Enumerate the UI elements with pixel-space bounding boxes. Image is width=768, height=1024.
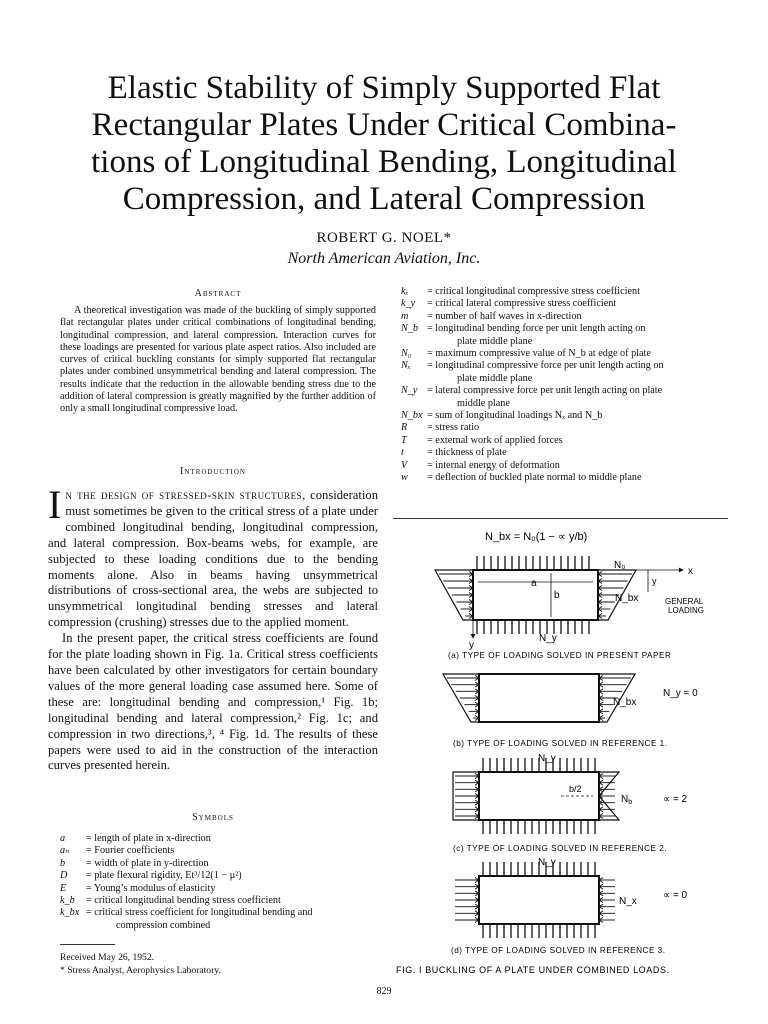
right-arrows-d (599, 878, 615, 923)
symbol-definition: = sum of longitudinal loadings Nₓ and N_b (427, 410, 603, 422)
label-alpha-2: ∝ = 2 (663, 794, 688, 805)
bottom-load-arrows-a (477, 620, 589, 634)
footnote-received: Received May 26, 1952. (60, 952, 155, 963)
symbol: N_bx (401, 410, 423, 422)
label-loading: LOADING (668, 606, 705, 615)
symbol-row (401, 348, 723, 360)
top-load-arrows-a (477, 556, 589, 570)
figure-caption: FIG. I BUCKLING OF A PLATE UNDER COMBINED LOADS. (396, 965, 670, 975)
symbol: N_b (401, 323, 418, 335)
bottom-load-arrows-c (483, 820, 595, 834)
symbol-row (401, 385, 723, 410)
symbol-definition: = width of plate in y-direction (86, 857, 209, 869)
introduction-heading: Introduction (180, 466, 246, 477)
label-b: b (554, 590, 560, 601)
caption-a: (a) TYPE OF LOADING SOLVED IN PRESENT PAPER (448, 651, 672, 660)
symbols-list-right (401, 286, 723, 485)
left-arrows-c (455, 774, 479, 819)
label-y: y (469, 640, 474, 651)
label-ny-zero: N_y = 0 (663, 688, 698, 699)
title-line: Compression, and Lateral Compression (122, 181, 646, 217)
label-nbx-a: N_bx (615, 593, 639, 604)
symbol-definition: = lateral compressive force per unit length acting on plate (427, 385, 663, 397)
panel-a (435, 556, 704, 660)
symbol: E (60, 882, 67, 894)
title-line: Rectangular Plates Under Critical Combina- (91, 107, 677, 143)
symbol-row (60, 907, 380, 932)
symbols-list-left (60, 833, 380, 932)
footnotes (60, 951, 221, 977)
symbol: a (60, 833, 66, 844)
label-b-half: b/2 (569, 784, 582, 794)
caption-b: (b) TYPE OF LOADING SOLVED IN REFERENCE 1. (453, 739, 668, 748)
label-nbx-b: N_bx (613, 697, 637, 708)
top-load-arrows-d (483, 862, 595, 876)
symbol: T (401, 434, 407, 446)
left-arrows-a (439, 572, 473, 619)
symbol-row (401, 460, 723, 472)
symbol-definition: = number of half waves in x-direction (427, 310, 582, 322)
author-affiliation: North American Aviation, Inc. (287, 250, 481, 267)
intro-lead: n the design of stressed-skin structures, (65, 488, 306, 502)
symbol: k_b (60, 895, 75, 907)
symbol-definition-cont: plate middle plane (457, 372, 533, 384)
symbol-definition: = maximum compressive value of N_b at edge of plate (427, 348, 651, 360)
left-arrows-b (447, 676, 479, 721)
author-name: ROBERT G. NOEL* (316, 230, 452, 246)
intro-paragraph-1: consideration must sometimes be given to the critical stress of a plate under combined longitudinal bending, longitudinal compression, and lateral compression. Box-beams webs, for example, are subjected to these loading conditions due to the bending moments alone. Also in beams having unsymmetrical distributions of cross-sectional area, the webs are subjected to unsymmetrical longitudinal bending stresses and lateral compression (crushing) stresses due to the applied moment. (48, 488, 378, 630)
symbol: V (401, 459, 408, 471)
symbol: N₀ (401, 348, 412, 360)
symbol-definition: = critical stress coefficient for longitudinal bending and (86, 907, 313, 919)
symbol-definition: = Fourier coefficients (86, 845, 175, 857)
symbol: k_y (401, 298, 416, 310)
symbol-definition: = thickness of plate (427, 447, 507, 459)
footnote-author: * Stress Analyst, Aerophysics Laboratory. (60, 965, 221, 976)
symbol-definition: = Young’s modulus of elasticity (86, 882, 216, 894)
panel-c (453, 753, 688, 853)
symbol-definition: = stress ratio (427, 422, 480, 434)
introduction-text (48, 482, 378, 774)
label-y-small: y (652, 576, 657, 586)
symbol-definition: = longitudinal compressive force per unit length acting on (427, 360, 664, 372)
abstract-text: A theoretical investigation was made of the buckling of simply supported flat rectangular plates under critical combinations of longitudinal bending, longitudinal compression, and lateral compression. Interaction curves for these loadings are presented for various plate aspect ratios. Also included are curves of critical buckling constants for simply supported flat rectangular plates under combined unsymmetrical bending and lateral compression. The results indicate that the reduction in the allowable bending stress due to the addition of lateral compression is greatly magnified by the further addition of only a small longitudinal compressive load. (60, 305, 376, 415)
symbols-heading: Symbols (192, 812, 234, 823)
label-ny-a: N_y (539, 633, 557, 644)
symbol-definition: = length of plate in x-direction (86, 833, 211, 844)
figure-1 (393, 520, 738, 980)
symbol-row (401, 447, 723, 459)
label-general: GENERAL (665, 597, 704, 606)
label-ny-d: N_y (538, 857, 556, 868)
bottom-load-arrows-d (483, 924, 595, 938)
plate-b (479, 674, 599, 722)
symbol-row (60, 845, 380, 857)
symbol-definition: = external work of applied forces (427, 434, 563, 446)
symbol: m (401, 310, 409, 322)
label-a: a (531, 578, 537, 589)
symbol-row (60, 858, 380, 870)
symbol-row (401, 286, 723, 298)
symbol: aₙ (60, 845, 70, 857)
symbol-row (401, 472, 723, 484)
symbol-row (401, 422, 723, 434)
symbol-definition-cont: plate middle plane (457, 335, 533, 347)
drop-cap: I (48, 482, 62, 527)
symbol-row (401, 435, 723, 447)
page-number: 829 (376, 986, 392, 997)
label-nb-c: $N_b$ (621, 794, 633, 806)
symbol-row (401, 298, 723, 310)
symbol-row (60, 870, 380, 882)
footnote-rule (60, 944, 115, 945)
label-alpha-0: ∝ = 0 (663, 890, 688, 901)
label-ny-c: N_y (538, 753, 556, 764)
plate-d (479, 876, 599, 924)
symbol-row (60, 895, 380, 907)
figure-equation: N_bx = N₀(1 − ∝ y/b) (485, 531, 588, 543)
symbol-definition: = critical longitudinal bending stress coefficient (86, 895, 281, 907)
intro-paragraph-2: In the present paper, the critical stress coefficients are found for the plate loading shown in Fig. 1a. Critical stress coefficients have been calculated by other investigators for certain boundary values of the more general loading case assumed here. Some of these are: longitudinal bending and compression,¹ Fig. 1b; longitudinal bending and lateral compression,² Fig. 1c; and compression in two directions,³, ⁴ Fig. 1d. The results of these papers were used to aid in the construction of the interaction curves presented herein. (48, 631, 378, 773)
symbol-definition: = plate flexural rigidity, Et³/12(1 − μ²) (86, 870, 242, 882)
symbol-row (401, 311, 723, 323)
symbol: b (60, 857, 66, 869)
symbol-definition: = critical longitudinal compressive stress coefficient (427, 286, 640, 297)
abstract-heading: Abstract (194, 288, 242, 299)
symbol-definition-cont: compression combined (116, 919, 211, 931)
symbol: kₓ (401, 286, 409, 297)
panel-b (443, 674, 698, 748)
symbol: N_y (401, 385, 418, 397)
symbol: w (401, 472, 408, 484)
symbol: k_bx (60, 907, 80, 919)
symbol-row (401, 360, 723, 385)
figure-rule (393, 518, 728, 519)
symbol-row (60, 833, 380, 845)
left-arrows-d (455, 878, 479, 923)
symbol-definition: = deflection of buckled plate normal to middle plane (427, 472, 642, 484)
symbol-row (401, 323, 723, 348)
label-x: x (688, 566, 693, 577)
symbol: Nₓ (401, 360, 411, 372)
symbol-definition: = internal energy of deformation (427, 459, 560, 471)
symbol-definition: = critical lateral compressive stress coefficient (427, 298, 617, 310)
symbol-row (401, 410, 723, 422)
symbol-definition: = longitudinal bending force per unit length acting on (427, 323, 646, 335)
top-load-arrows-c (483, 758, 595, 772)
symbol: t (401, 447, 404, 459)
symbol: D (60, 870, 68, 882)
title-line: tions of Longitudinal Bending, Longitudinal (91, 144, 677, 180)
label-n0: N₀ (614, 560, 626, 571)
label-nx-d: N_x (619, 896, 637, 907)
paper-title (30, 70, 738, 218)
caption-c: (c) TYPE OF LOADING SOLVED IN REFERENCE 2. (453, 844, 668, 853)
panel-d (451, 857, 688, 955)
title-line: Elastic Stability of Simply Supported Flat (107, 70, 661, 106)
symbol: R (401, 422, 408, 434)
caption-d: (d) TYPE OF LOADING SOLVED IN REFERENCE 3. (451, 946, 666, 955)
symbol-definition-cont: middle plane (457, 397, 510, 409)
symbol-row (60, 883, 380, 895)
